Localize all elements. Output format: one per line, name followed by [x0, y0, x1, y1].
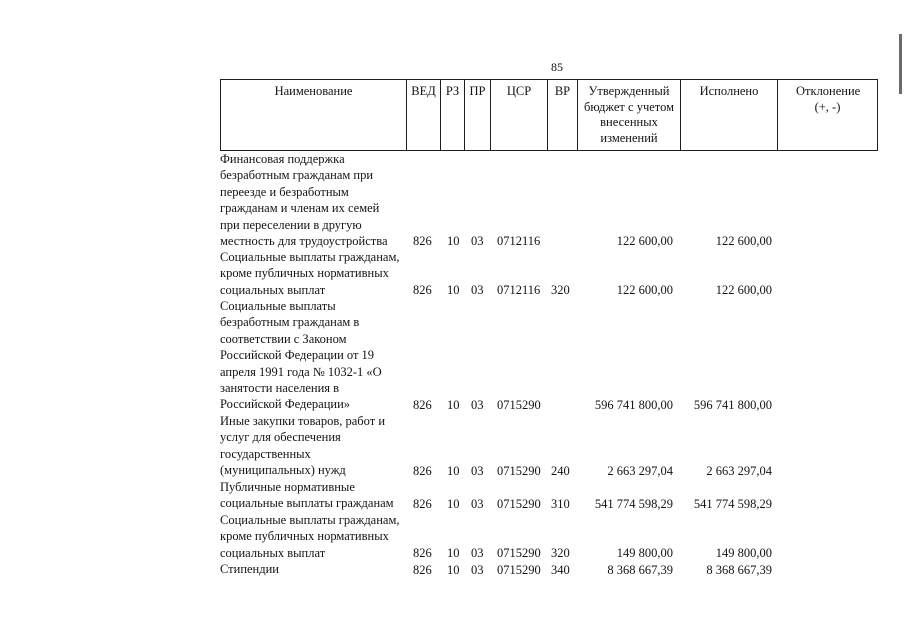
cell-csr: 0715290	[497, 463, 541, 478]
table-row	[0, 298, 905, 413]
cell-vr: 320	[551, 282, 570, 297]
cell-vr: 240	[551, 463, 570, 478]
cell-executed: 541 774 598,29	[693, 496, 772, 511]
table-row	[0, 249, 905, 298]
cell-executed: 122 600,00	[715, 282, 772, 297]
row-name: Публичные нормативные социальные выплаты гражданам	[220, 480, 394, 511]
cell-pr: 03	[471, 545, 484, 560]
scan-edge-mark	[899, 34, 902, 94]
cell-ved: 826	[413, 397, 432, 412]
cell-executed: 122 600,00	[715, 233, 772, 248]
cell-executed: 596 741 800,00	[693, 397, 772, 412]
header-executed: Исполнено	[680, 79, 777, 151]
cell-rz: 10	[447, 463, 460, 478]
cell-ved: 826	[413, 562, 432, 577]
cell-pr: 03	[471, 282, 484, 297]
cell-budget: 149 800,00	[616, 545, 673, 560]
cell-vr: 310	[551, 496, 570, 511]
table-row	[0, 151, 905, 249]
cell-csr: 0715290	[497, 545, 541, 560]
row-name: Стипендии	[220, 562, 279, 576]
cell-ved: 826	[413, 496, 432, 511]
row-name: Иные закупки товаров, работ и услуг для обеспечения государственных (муниципальных) нужд	[220, 414, 386, 478]
cell-rz: 10	[447, 545, 460, 560]
cell-executed: 149 800,00	[715, 545, 772, 560]
header-deviation: Отклонение (+, -)	[777, 79, 878, 151]
cell-ved: 826	[413, 545, 432, 560]
table-row	[0, 561, 905, 578]
cell-budget: 596 741 800,00	[594, 397, 673, 412]
cell-budget: 122 600,00	[616, 282, 673, 297]
cell-rz: 10	[447, 562, 460, 577]
cell-ved: 826	[413, 463, 432, 478]
cell-csr: 0715290	[497, 397, 541, 412]
cell-budget: 8 368 667,39	[607, 562, 673, 577]
row-name: Социальные выплаты гражданам, кроме публичных нормативных социальных выплат	[220, 250, 400, 297]
header-name: Наименование	[220, 79, 406, 151]
row-name: Социальные выплаты гражданам, кроме публичных нормативных социальных выплат	[220, 513, 400, 560]
page-number: 85	[551, 60, 563, 74]
cell-pr: 03	[471, 463, 484, 478]
header-vr: ВР	[547, 79, 577, 151]
cell-rz: 10	[447, 233, 460, 248]
cell-pr: 03	[471, 233, 484, 248]
cell-budget: 2 663 297,04	[607, 463, 673, 478]
row-name: Финансовая поддержка безработным гражданам при переезде и безработным гражданам и членам их семей при переселении в другую местность для трудоустройства	[220, 152, 388, 249]
cell-rz: 10	[447, 282, 460, 297]
cell-pr: 03	[471, 562, 484, 577]
cell-ved: 826	[413, 282, 432, 297]
table-row	[0, 512, 905, 561]
cell-pr: 03	[471, 496, 484, 511]
header-pr: ПР	[464, 79, 490, 151]
table-row	[0, 479, 905, 512]
header-csr: ЦСР	[490, 79, 547, 151]
cell-rz: 10	[447, 397, 460, 412]
cell-executed: 8 368 667,39	[706, 562, 772, 577]
row-name: Социальные выплаты безработным гражданам в соответствии с Законом Российской Федерации от 19 апреля 1991 года № 1032-1 «О занятости населения в Российской Федерации»	[220, 299, 382, 412]
cell-executed: 2 663 297,04	[706, 463, 772, 478]
cell-rz: 10	[447, 496, 460, 511]
cell-csr: 0715290	[497, 562, 541, 577]
cell-budget: 122 600,00	[616, 233, 673, 248]
cell-csr: 0712116	[497, 233, 541, 248]
header-budget: Утвержденный бюджет с учетом внесенных изменений	[577, 79, 680, 151]
cell-ved: 826	[413, 233, 432, 248]
cell-vr: 320	[551, 545, 570, 560]
cell-csr: 0715290	[497, 496, 541, 511]
cell-budget: 541 774 598,29	[594, 496, 673, 511]
cell-pr: 03	[471, 397, 484, 412]
cell-vr: 340	[551, 562, 570, 577]
table-row	[0, 413, 905, 479]
header-ved: ВЕД	[406, 79, 440, 151]
cell-csr: 0712116	[497, 282, 541, 297]
header-rz: РЗ	[440, 79, 464, 151]
